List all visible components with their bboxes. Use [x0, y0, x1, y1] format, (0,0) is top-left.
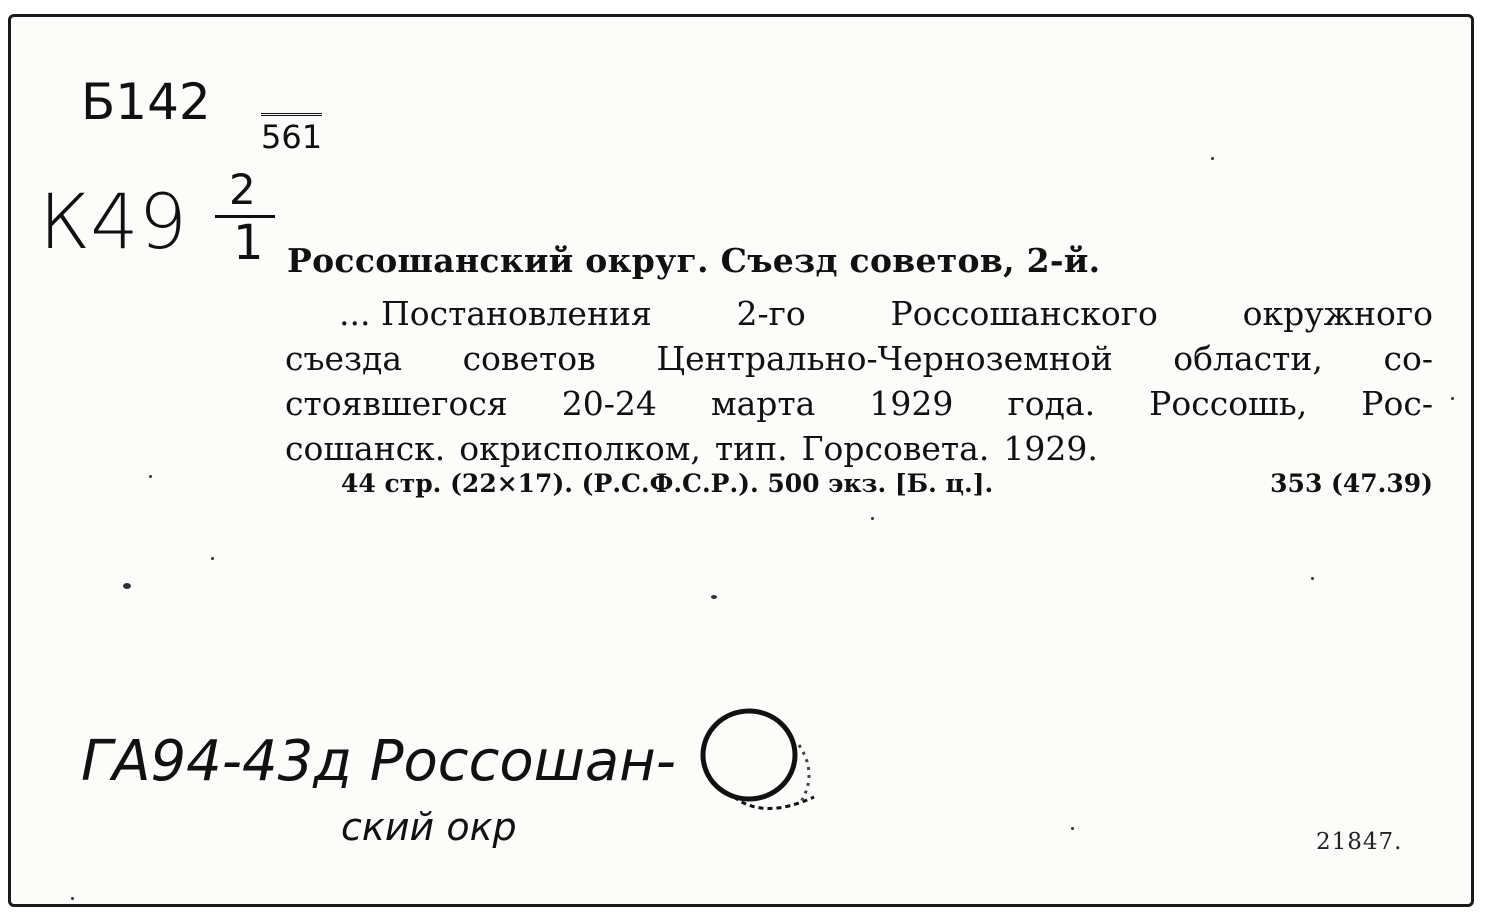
paper-speck	[71, 897, 74, 900]
entry-body	[285, 291, 1433, 471]
paper-speck	[871, 517, 874, 520]
entry-imprint-row	[341, 469, 1433, 498]
entry-heading: Россошанский округ. Съезд советов, 2-й.	[287, 241, 1101, 280]
catalog-card	[8, 14, 1474, 907]
paper-speck	[711, 595, 717, 599]
handwritten-shelf-mark: Б142	[81, 73, 211, 131]
word: стоявшегося	[285, 384, 508, 423]
word: области,	[1173, 339, 1323, 378]
handwritten-fraction-top: 2	[229, 165, 256, 214]
paper-speck	[1451, 397, 1454, 400]
handwritten-author-mark: К49	[39, 177, 187, 266]
word: советов	[462, 339, 596, 378]
word: окрисполком,	[459, 429, 701, 468]
handwritten-archive-note-continued: ский окр	[341, 805, 517, 849]
word: 20-24	[561, 384, 657, 423]
word: со-	[1383, 339, 1433, 378]
entry-imprint: 44 стр. (22×17). (Р.С.Ф.С.Р.). 500 экз. [Б. ц.].	[341, 469, 994, 498]
circle-stamp-mark	[694, 705, 829, 835]
word: сошанск.	[285, 429, 446, 468]
word: тип.	[714, 429, 788, 468]
entry-body-line-2	[285, 336, 1433, 381]
entry-catalog-number: 353 (47.39)	[1270, 469, 1433, 498]
word: Рос-	[1361, 384, 1433, 423]
paper-speck	[149, 475, 152, 478]
handwritten-archive-note: ГА94-43д Россошан-	[81, 729, 676, 794]
word: Центрально-Черноземной	[656, 339, 1113, 378]
handwritten-shelf-sub: 561	[261, 113, 322, 156]
handwritten-fraction-bottom: 1	[233, 215, 264, 271]
paper-speck	[211, 557, 214, 560]
entry-body-line-3	[285, 381, 1433, 426]
paper-speck	[1071, 827, 1074, 830]
paper-speck	[1211, 157, 1214, 160]
word: 1929	[869, 384, 954, 423]
word: 2-го	[736, 294, 806, 333]
word: 1929.	[1003, 429, 1098, 468]
paper-speck	[1311, 577, 1314, 580]
word: съезда	[285, 339, 402, 378]
word: Россошь,	[1149, 384, 1308, 423]
word: окружного	[1242, 294, 1433, 333]
word: Горсовета.	[801, 429, 990, 468]
card-number: 21847.	[1316, 829, 1403, 855]
word: марта	[710, 384, 816, 423]
word: ... Постановления	[339, 294, 652, 333]
entry-body-line-1	[285, 291, 1433, 336]
entry-body-line-4	[285, 426, 1433, 471]
word: Россошанского	[890, 294, 1158, 333]
word: года.	[1007, 384, 1096, 423]
paper-speck	[123, 583, 131, 589]
